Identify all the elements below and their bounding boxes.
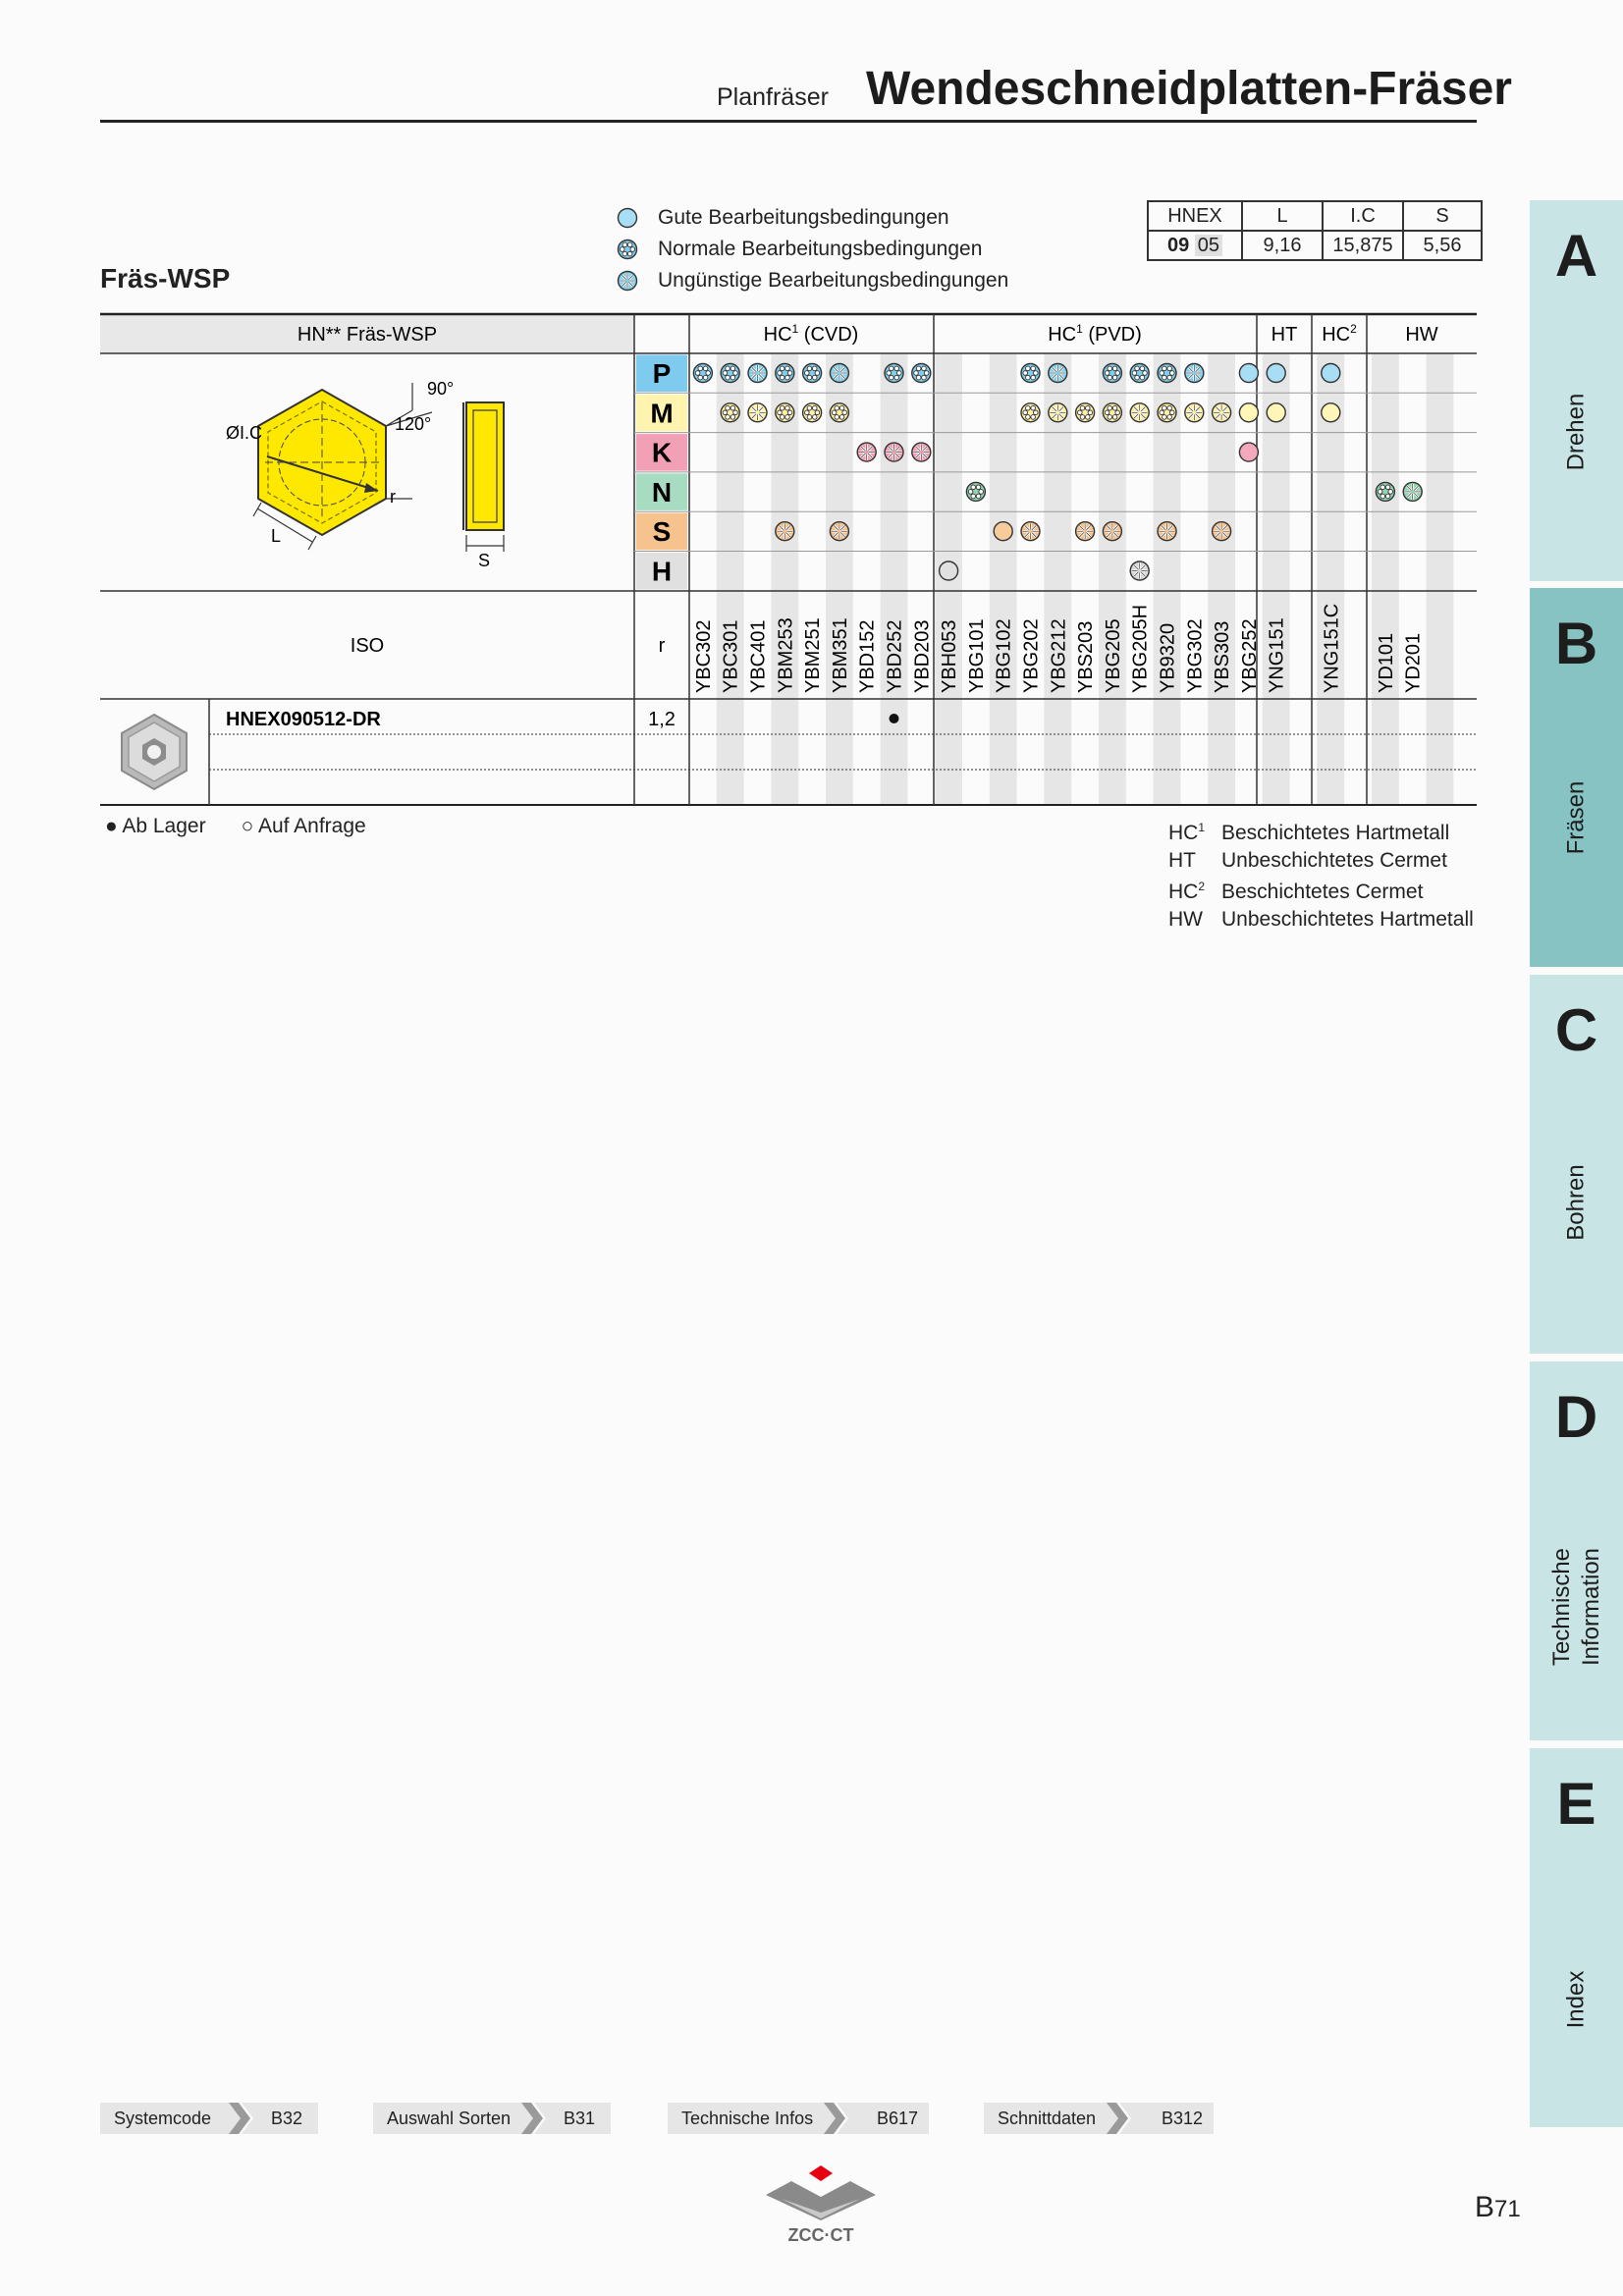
condition-icon <box>1403 482 1422 501</box>
material-k: K <box>651 437 673 468</box>
ic-label: ØI.C <box>226 423 263 443</box>
dim-value-ic: 15,875 <box>1323 231 1403 260</box>
def-row: HT Unbeschichtetes Cermet <box>1168 848 1447 872</box>
angle-90-label: 90° <box>427 379 455 399</box>
grade-yb9320: YB9320 <box>1157 622 1179 693</box>
nav-page: B32 <box>270 2108 303 2128</box>
condition-icon <box>1213 403 1231 422</box>
material-s: S <box>652 516 672 548</box>
tab-letter: B <box>1554 611 1598 676</box>
grade-yd101: YD101 <box>1375 632 1397 693</box>
tab-letter: E <box>1556 1771 1596 1837</box>
dim-code-bold: 09 <box>1166 234 1190 256</box>
grade-ybg212: YBG212 <box>1048 618 1070 693</box>
condition-icon <box>1103 364 1121 383</box>
material-n: N <box>651 476 673 507</box>
grade-ybm253: YBM253 <box>775 617 797 693</box>
insert-radius: 1,2 <box>648 709 676 730</box>
chevron-right-icon <box>518 2103 548 2134</box>
condition-icon <box>912 443 931 461</box>
condition-icon <box>1049 403 1067 422</box>
condition-icon <box>1322 364 1340 383</box>
section-title: Fräs-WSP <box>100 263 231 294</box>
nav-page: B617 <box>876 2108 919 2128</box>
logo-text: ZCC·CT <box>787 2225 854 2245</box>
condition-icon <box>830 403 848 422</box>
dim-header-s: S <box>1403 201 1482 231</box>
grade-ybs303: YBS303 <box>1212 620 1234 693</box>
material-m: M <box>650 398 674 429</box>
tab-technische-information[interactable] <box>1530 1362 1623 1740</box>
nav-label: Systemcode <box>114 2108 212 2128</box>
condition-icon <box>940 561 958 580</box>
group-header-cvd: $HC^1$ (CVD) <box>763 322 859 346</box>
condition-icon <box>721 403 739 422</box>
grade-ybg101: YBG101 <box>965 618 988 693</box>
grade-ybd152: YBD152 <box>856 619 879 693</box>
condition-icon <box>1130 403 1149 422</box>
dim-code-rest: 05 <box>1195 235 1222 256</box>
grade-yng151c: YNG151C <box>1321 603 1343 693</box>
nav-schnittdaten[interactable] <box>984 2103 1214 2134</box>
condition-icon <box>1158 522 1176 541</box>
condition-icon <box>693 364 712 383</box>
condition-icon <box>1130 364 1149 383</box>
grade-ybd203: YBD203 <box>911 619 934 693</box>
def-row: HW Unbeschichtetes Hartmetall <box>1168 907 1474 931</box>
grade-yng151: YNG151 <box>1266 617 1288 693</box>
dim-header-ic: I.C <box>1323 201 1403 231</box>
section-label: Planfräser <box>717 83 829 111</box>
condition-icon <box>857 443 876 461</box>
def-row: $HC^2$ Beschichtetes Cermet <box>1168 880 1424 903</box>
condition-icon <box>830 364 848 383</box>
tab-letter: D <box>1554 1384 1598 1450</box>
material-p: P <box>652 358 672 389</box>
condition-icon <box>1158 364 1176 383</box>
r-dimension-label: r <box>390 487 396 507</box>
condition-icon <box>1185 403 1204 422</box>
grade-ybg302: YBG302 <box>1184 618 1207 693</box>
grade-ybg202: YBG202 <box>1020 618 1043 693</box>
condition-icon <box>1322 403 1340 422</box>
condition-icon <box>1049 364 1067 383</box>
grade-ybg102: YBG102 <box>993 618 1015 693</box>
condition-icon <box>1213 522 1231 541</box>
condition-icon <box>721 364 739 383</box>
insert-header: HN** Fräs-WSP <box>297 324 438 346</box>
page-title: Wendeschneidplatten-Fräser <box>866 63 1512 115</box>
tab-fraesen[interactable] <box>1530 588 1623 967</box>
condition-icon <box>1076 522 1095 541</box>
def-row: $HC^1$ Beschichtetes Hartmetall <box>1168 821 1450 844</box>
nav-label: Auswahl Sorten <box>387 2108 512 2128</box>
condition-icon <box>748 403 767 422</box>
legend-good-label: Gute Bearbeitungsbedingungen <box>658 206 949 229</box>
availability-dot <box>890 714 899 723</box>
condition-icon <box>1021 522 1040 541</box>
grade-ybs203: YBS203 <box>1075 620 1098 693</box>
condition-icon <box>1103 522 1121 541</box>
condition-icon <box>1239 403 1258 422</box>
s-dimension-label: S <box>478 551 491 570</box>
group-header-ht: HT <box>1271 324 1298 346</box>
condition-icon <box>966 482 985 501</box>
grade-ybc301: YBC301 <box>720 619 742 693</box>
condition-icon <box>1267 364 1285 383</box>
grade-ybg252: YBG252 <box>1238 618 1261 693</box>
condition-icon <box>803 403 822 422</box>
grade-ybm351: YBM351 <box>829 617 851 693</box>
condition-icon <box>830 522 848 541</box>
tab-word: Index <box>1562 1970 1590 2029</box>
condition-icon <box>1239 364 1258 383</box>
condition-icon <box>1130 561 1149 580</box>
zcc-logo <box>762 2160 880 2248</box>
condition-icon <box>1267 403 1285 422</box>
nav-technische-infos[interactable] <box>668 2103 929 2134</box>
grade-ybm251: YBM251 <box>802 617 825 693</box>
condition-icon <box>1076 403 1095 422</box>
condition-icon <box>776 364 794 383</box>
tab-bohren[interactable] <box>1530 975 1623 1354</box>
iso-label: ISO <box>350 635 385 657</box>
chevron-right-icon <box>226 2103 255 2134</box>
chevron-right-icon <box>821 2103 850 2134</box>
grade-ybd252: YBD252 <box>884 619 906 693</box>
condition-icon <box>1021 364 1040 383</box>
condition-icon <box>994 522 1012 541</box>
availability-legend <box>105 815 366 838</box>
condition-icon <box>1239 443 1258 461</box>
dim-header-l: L <box>1242 201 1323 231</box>
insert-thumbnail <box>122 715 187 789</box>
condition-icon <box>885 443 903 461</box>
insert-name: HNEX090512-DR <box>226 709 381 730</box>
grade-ybc401: YBC401 <box>747 619 770 693</box>
grade-yd201: YD201 <box>1402 632 1425 693</box>
condition-icon <box>1376 482 1394 501</box>
tab-word: Technische Information <box>1548 1547 1604 1667</box>
condition-icon <box>1021 403 1040 422</box>
group-header-hw: HW <box>1405 324 1438 346</box>
condition-icon <box>776 403 794 422</box>
condition-icon <box>1185 364 1204 383</box>
grade-table <box>0 0 1492 815</box>
tab-letter: C <box>1554 997 1598 1063</box>
grade-ybg205: YBG205 <box>1102 618 1124 693</box>
nav-label: Schnittdaten <box>998 2108 1097 2128</box>
l-dimension-label: L <box>271 526 282 546</box>
grade-ybc302: YBC302 <box>692 619 715 693</box>
condition-icon <box>748 364 767 383</box>
nav-systemcode[interactable] <box>100 2103 318 2134</box>
nav-page: B312 <box>1161 2108 1204 2128</box>
tab-letter: A <box>1554 223 1598 289</box>
grade-ybg205h: YBG205H <box>1129 604 1152 693</box>
legend-request: ○ Auf Anfrage <box>241 815 366 837</box>
tab-word: Bohren <box>1562 1164 1590 1241</box>
dim-header-type: HNEX <box>1148 201 1242 231</box>
condition-icon <box>1103 403 1121 422</box>
material-h: H <box>651 556 673 587</box>
r-label: r <box>658 635 666 657</box>
condition-icon <box>1158 403 1176 422</box>
tab-word: Drehen <box>1562 393 1590 471</box>
chevron-right-icon <box>1104 2103 1133 2134</box>
group-header-hc2: $HC^2$ <box>1322 322 1357 346</box>
page-number: B71 <box>1475 2191 1521 2223</box>
nav-label: Technische Infos <box>681 2108 814 2128</box>
dim-value-s: 5,56 <box>1403 231 1482 260</box>
condition-icon <box>912 364 931 383</box>
angle-120-label: 120° <box>395 414 432 434</box>
legend-normal-label: Normale Bearbeitungsbedingungen <box>658 238 983 260</box>
nav-auswahl-sorten[interactable] <box>373 2103 611 2134</box>
grade-ybh053: YBH053 <box>939 619 961 693</box>
dim-value-l: 9,16 <box>1242 231 1323 260</box>
condition-icon <box>776 522 794 541</box>
group-header-pvd: $HC^1$ (PVD) <box>1048 322 1142 346</box>
legend-bad-label: Ungünstige Bearbeitungsbedingungen <box>658 269 1009 292</box>
tab-index[interactable] <box>1530 1748 1623 2127</box>
condition-icon <box>803 364 822 383</box>
tab-drehen[interactable] <box>1530 200 1623 581</box>
insert-drawing <box>226 379 504 570</box>
condition-icon <box>885 364 903 383</box>
material-legend <box>1168 815 1474 933</box>
tab-word: Fräsen <box>1562 780 1590 855</box>
nav-page: B31 <box>563 2108 596 2128</box>
legend-stock: ● Ab Lager <box>105 815 206 837</box>
